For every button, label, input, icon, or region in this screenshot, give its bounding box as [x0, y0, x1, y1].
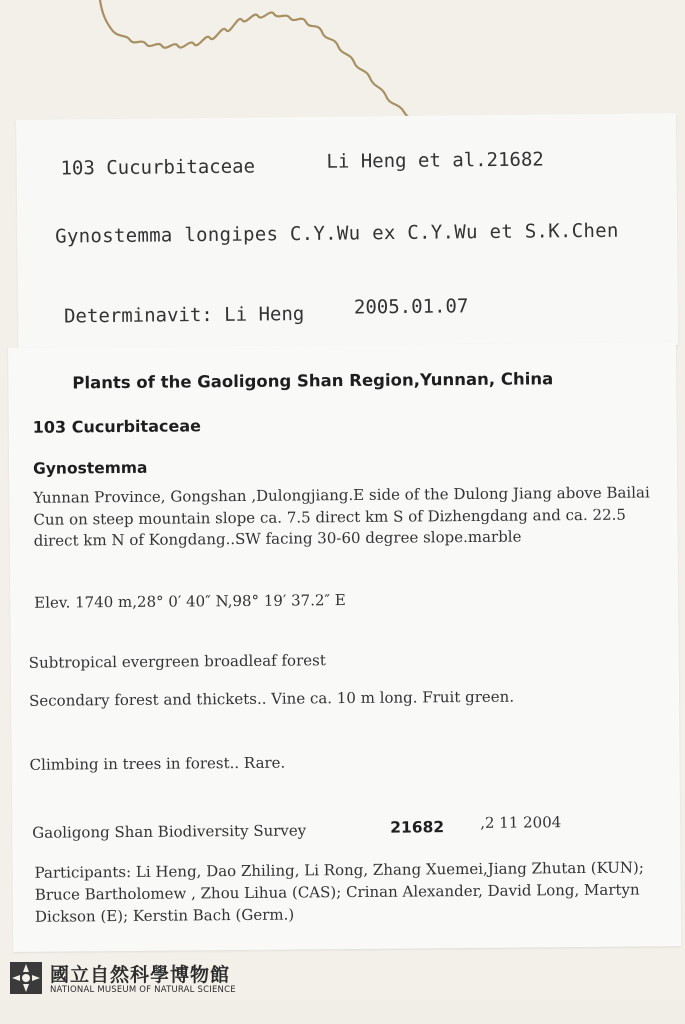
museum-watermark	[10, 962, 270, 998]
sheet-bottom	[0, 1000, 685, 1024]
label-collection-date: ,2 11 2004	[480, 813, 562, 832]
det-determiner: Determinavit: Li Heng	[63, 302, 305, 328]
label-description: Secondary forest and thickets.. Vine ca. 10 m long. Fruit green.	[29, 687, 515, 710]
label-participants: Participants: Li Heng, Dao Zhiling, Li Rong, Zhang Xuemei,Jiang Zhutan (KUN); Bruce Bartholomew , Zhou Lihua (CAS); Crinan Alexander, David Long, Martyn Dickson (E); Kerstin Bach (Germ.)	[34, 858, 644, 926]
label-notes: Climbing in trees in forest.. Rare.	[29, 753, 286, 774]
collection-label	[8, 342, 681, 952]
label-number: 21682	[390, 818, 445, 837]
label-elevation: Elev. 1740 m,28° 0′ 40″ N,98° 19′ 37.2″ E	[34, 591, 346, 612]
det-family: 103 Cucurbitaceae	[60, 155, 256, 180]
label-genus: Gynostemma	[32, 458, 148, 478]
label-habitat: Subtropical evergreen broadleaf forest	[28, 651, 326, 672]
det-date: 2005.01.07	[353, 295, 469, 319]
det-species: Gynostemma longipes C.Y.Wu ex C.Y.Wu et S.K.Chen	[55, 219, 619, 248]
det-collector: Li Heng et al.21682	[326, 148, 544, 173]
museum-name-en: NATIONAL MUSEUM OF NATURAL SCIENCE	[50, 985, 236, 995]
determination-label	[16, 113, 678, 352]
label-locality: Yunnan Province, Gongshan ,Dulongjiang.E side of the Dulong Jiang above Bailai Cun on steep mountain slope ca. 7.5 direct km S of Dizhengdang and ca. 22.5 direct km N of Kongdang..SW facing 30-60 degree slope.marble	[33, 483, 650, 550]
label-header: Plants of the Gaoligong Shan Region,Yunnan, China	[72, 369, 554, 393]
label-family: 103 Cucurbitaceae	[32, 416, 202, 437]
label-survey: Gaoligong Shan Biodiversity Survey	[32, 821, 307, 842]
museum-name-zh: 國立自然科學博物館	[50, 964, 231, 986]
museum-logo-icon	[10, 962, 42, 994]
